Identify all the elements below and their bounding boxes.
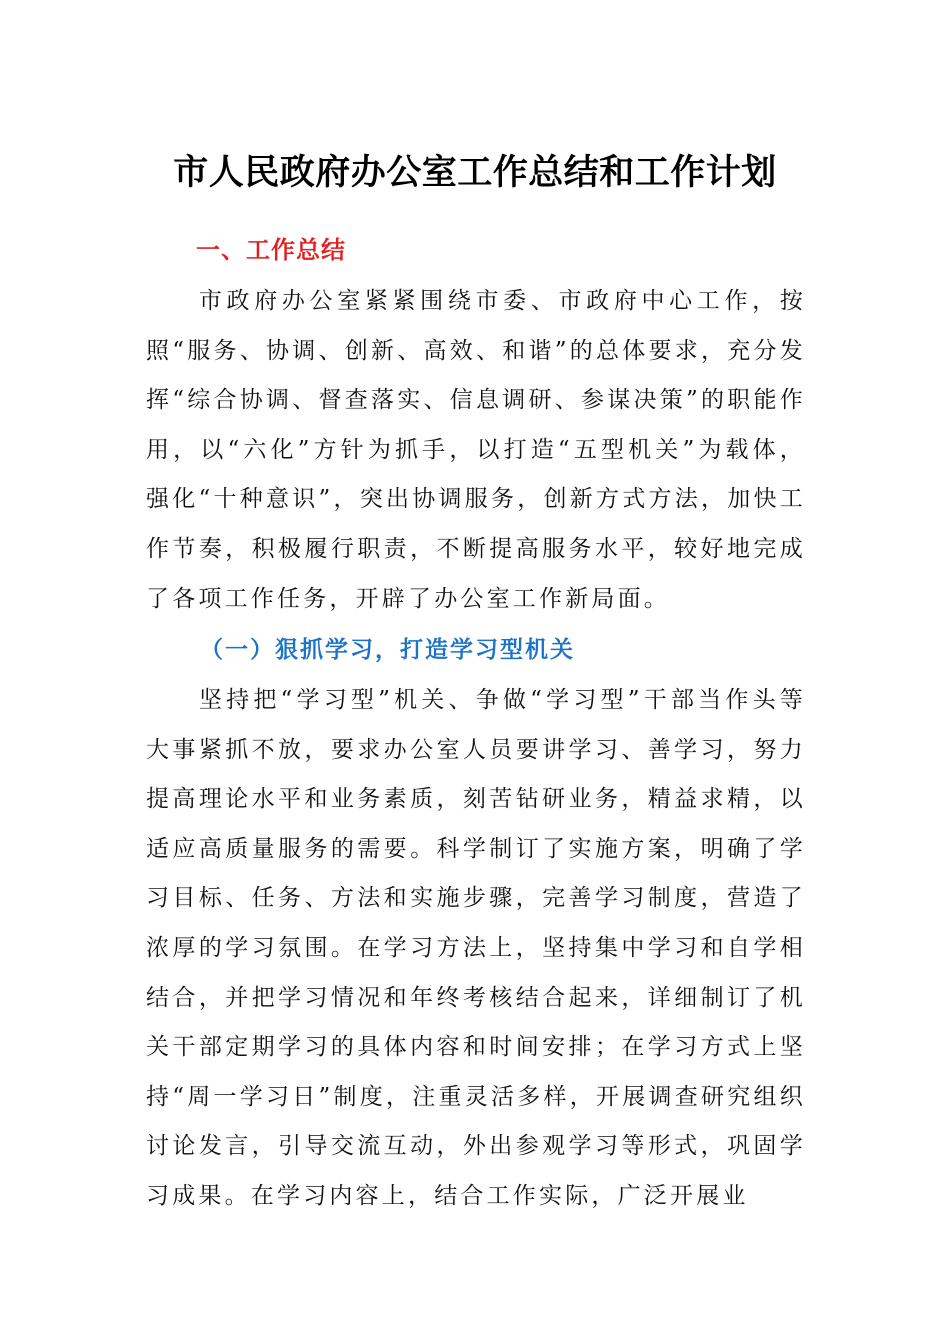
document-title: 市人民政府办公室工作总结和工作计划 [173,152,777,193]
subheading-learning: （一）狠抓学习，打造学习型机关 [200,636,575,663]
section-heading-work-summary: 一、工作总结 [196,236,346,264]
paragraph-learning: 坚持把“学习型”机关、争做“学习型”干部当作头等大事紧抓不放，要求办公室人员要讲学习、善学习，努力提高理论水平和业务素质，刻苦钻研业务，精益求精，以适应高质量服务的需要。科学制订了实施方案，明确了学习目标、任务、方法和实施步骤，完善学习制度，营造了浓厚的学习氛围。在学习方法上，坚持集中学习和自学相结合，并把学习情况和年终考核结合起来，详细制订了机关干部定期学习的具体内容和时间安排；在学习方式上坚持“周一学习日”制度，注重灵活多样，开展调查研究组织讨论发言，引导交流互动，外出参观学习等形式，巩固学习成果。在学习内容上，结合工作实际，广泛开展业 [146,687,806,1209]
paragraph-summary-intro: 市政府办公室紧紧围绕市委、市政府中心工作，按照“服务、协调、创新、高效、和谐”的总体要求，充分发挥“综合协调、督查落实、信息调研、参谋决策”的职能作用，以“六化”方针为抓手，以打造“五型机关”为载体，强化“十种意识”，突出协调服务，创新方式方法，加快工作节奏，积极履行职责，不断提高服务水平，较好地完成了各项工作任务，开辟了办公室工作新局面。 [146,288,806,612]
